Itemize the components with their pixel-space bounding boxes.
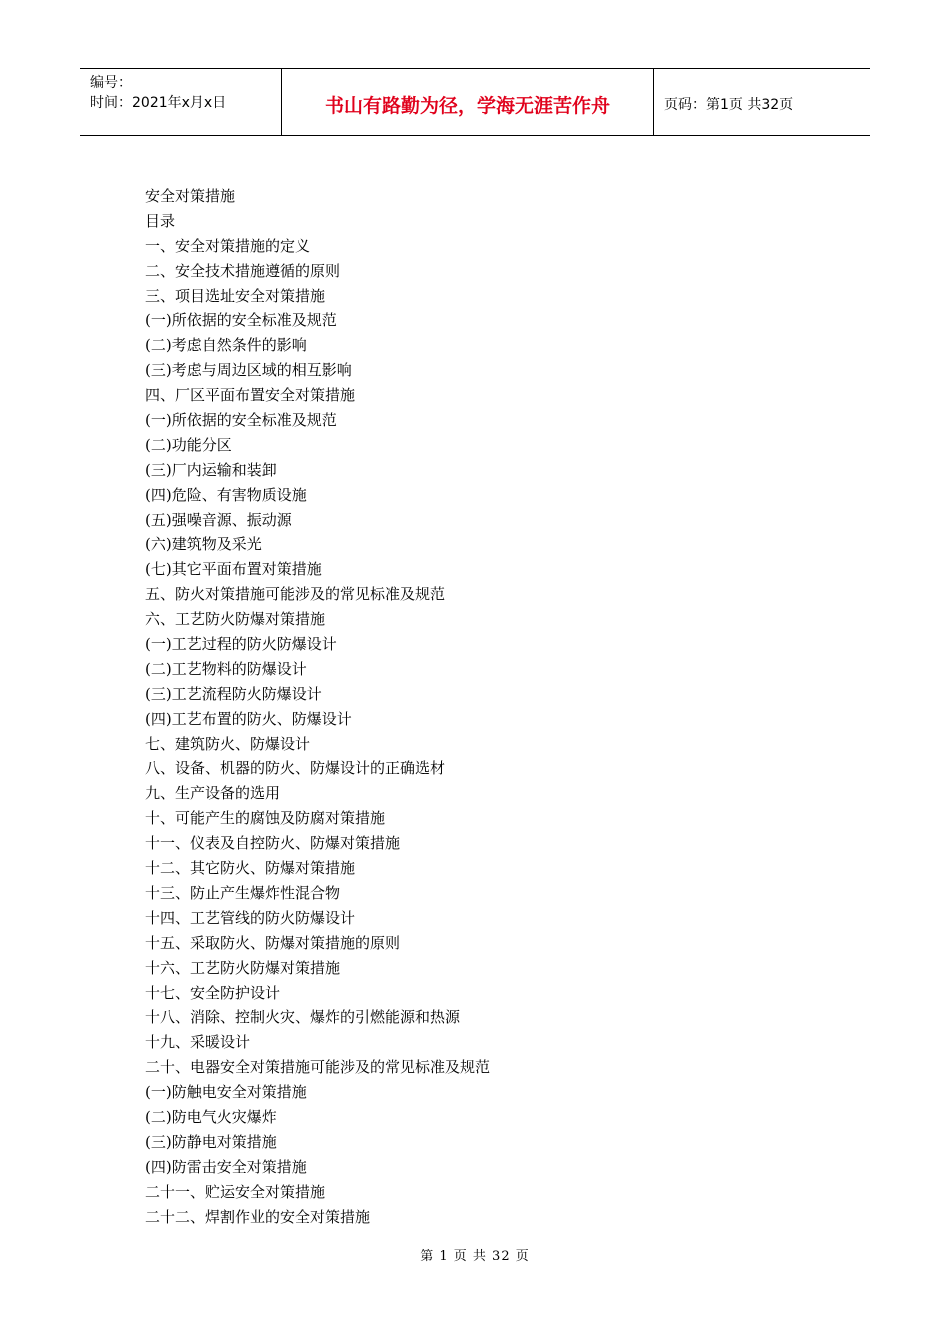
toc-line: 九、生产设备的选用	[145, 784, 281, 803]
date-line: 时间：2021年x月x日	[90, 95, 227, 111]
toc-line: 十八、消除、控制火灾、爆炸的引燃能源和热源	[145, 1008, 461, 1027]
toc-line: 目录	[145, 211, 176, 230]
toc-line: (一)防触电安全对策措施	[145, 1083, 307, 1102]
toc-line: (五)强噪音源、振动源	[145, 510, 292, 529]
toc-line: 安全对策措施	[145, 187, 236, 205]
toc-line: 十二、其它防火、防爆对策措施	[145, 859, 356, 878]
toc-line: 十九、采暖设计	[145, 1033, 251, 1052]
toc-line: 二十一、贮运安全对策措施	[145, 1182, 326, 1201]
toc-line: 六、工艺防火防爆对策措施	[145, 610, 326, 629]
serial-label: 编号：	[90, 75, 132, 91]
toc-line: 七、建筑防火、防爆设计	[145, 734, 311, 753]
toc-line: (二)考虑自然条件的影响	[145, 336, 307, 355]
toc-line: 二十、电器安全对策措施可能涉及的常见标准及规范	[145, 1058, 491, 1077]
toc-line: 十三、防止产生爆炸性混合物	[145, 883, 341, 902]
toc-line: 二十二、焊割作业的安全对策措施	[145, 1207, 371, 1226]
toc-line: 四、厂区平面布置安全对策措施	[145, 386, 356, 405]
toc-line: 十五、采取防火、防爆对策措施的原则	[145, 933, 401, 952]
toc-line: 十七、安全防护设计	[145, 983, 281, 1002]
toc-line: (四)防雷击安全对策措施	[145, 1157, 307, 1176]
toc-line: (一)工艺过程的防火防爆设计	[145, 635, 337, 654]
header-left-cell	[80, 69, 282, 135]
page-footer: 第 1 页 共 32 页	[420, 1249, 530, 1264]
toc-line: 十四、工艺管线的防火防爆设计	[145, 908, 356, 927]
toc-line: (二)防电气火灾爆炸	[145, 1107, 277, 1126]
toc-line: (三)厂内运输和装卸	[145, 460, 277, 479]
table-of-contents	[145, 184, 845, 1229]
toc-line: (三)工艺流程防火防爆设计	[145, 684, 322, 703]
toc-line: (一)所依据的安全标准及规范	[145, 411, 337, 430]
toc-line: (三)考虑与周边区域的相互影响	[145, 361, 352, 380]
toc-line: 三、项目选址安全对策措施	[145, 286, 326, 305]
toc-line: 十一、仪表及自控防火、防爆对策措施	[145, 834, 401, 853]
page-header	[80, 68, 870, 136]
toc-line: 一、安全对策措施的定义	[145, 236, 311, 255]
toc-line: 五、防火对策措施可能涉及的常见标准及规范	[145, 585, 446, 604]
toc-line: 二、安全技术措施遵循的原则	[145, 261, 341, 280]
toc-line: (七)其它平面布置对策措施	[145, 560, 322, 579]
header-motto: 书山有路勤为径，学海无涯苦作舟	[282, 69, 654, 135]
toc-line: 十、可能产生的腐蚀及防腐对策措施	[145, 809, 386, 828]
header-page-info: 页码：第1页 共32页	[664, 97, 794, 113]
toc-line: (四)危险、有害物质设施	[145, 485, 307, 504]
toc-line: (四)工艺布置的防火、防爆设计	[145, 709, 352, 728]
toc-line: (一)所依据的安全标准及规范	[145, 311, 337, 330]
toc-line: 十六、工艺防火防爆对策措施	[145, 958, 341, 977]
toc-line: (二)工艺物料的防爆设计	[145, 659, 307, 678]
toc-line: 八、设备、机器的防火、防爆设计的正确选材	[145, 759, 446, 778]
toc-line: (六)建筑物及采光	[145, 535, 262, 554]
toc-line: (二)功能分区	[145, 435, 232, 454]
toc-line: (三)防静电对策措施	[145, 1132, 277, 1151]
